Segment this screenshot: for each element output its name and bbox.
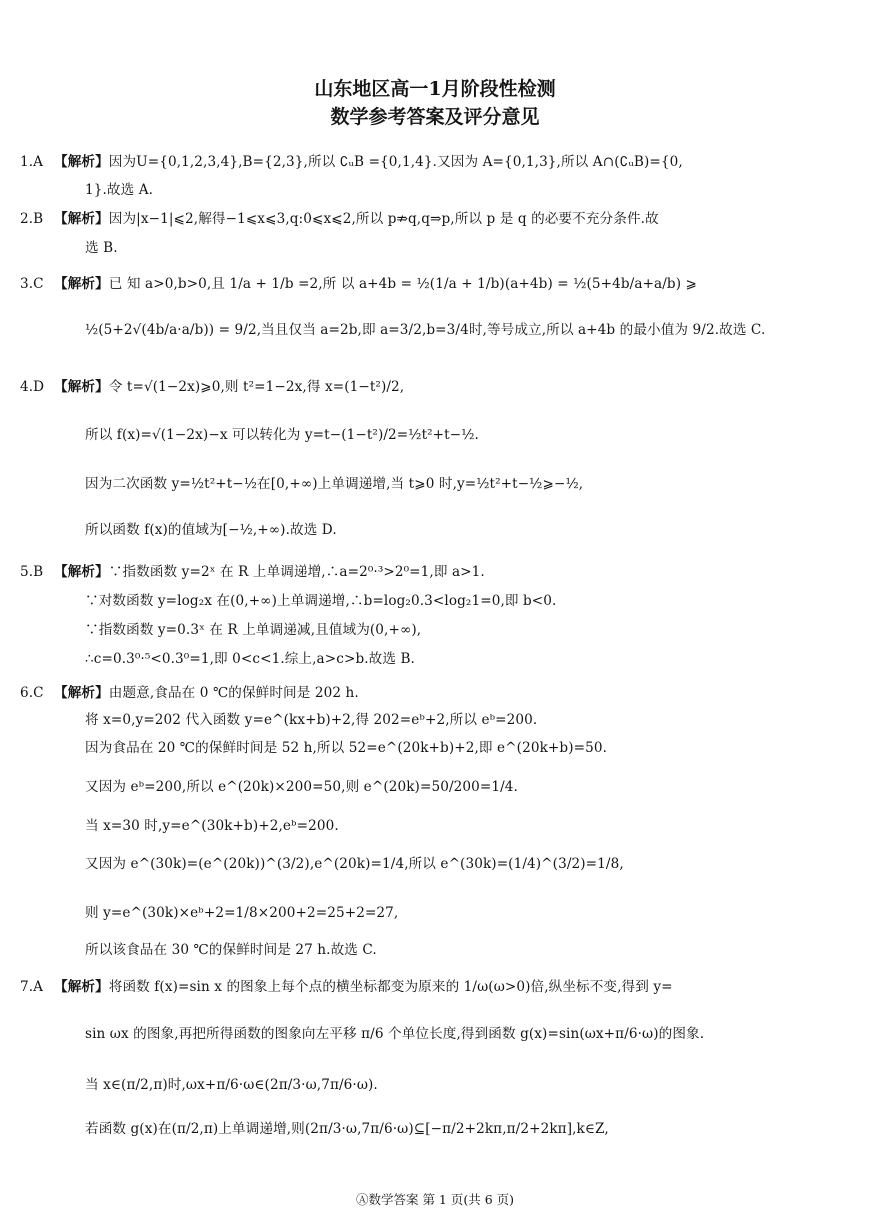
question-number: 5.B (20, 564, 44, 580)
solution-text: 因为U={0,1,2,3,4},B={2,3},所以 ∁ᵤB ={0,1,4}.又因为 A={0,1,3},所以 A∩(∁ᵤB)={0, (108, 154, 683, 170)
solution-text: 令 t=√(1−2x)⩾0,则 t²=1−2x,得 x=(1−t²)/2, (108, 379, 405, 395)
solution-line (85, 736, 607, 756)
solution-line (20, 375, 404, 395)
analysis-tag: 【解析】 (54, 979, 109, 995)
page-footer: Ⓐ数学答案 第 1 页(共 6 页) (355, 1192, 515, 1207)
solution-line (85, 647, 415, 667)
solution-line (20, 207, 659, 227)
solution-line (85, 1117, 609, 1137)
solution-line (20, 681, 359, 701)
solution-text: 则 y=e^(30k)×eᵇ+2=1/8×200+2=25+2=27, (85, 905, 399, 921)
solution-text: 所以函数 f(x)的值域为[−½,+∞).故选 D. (85, 522, 337, 538)
solution-line (20, 272, 697, 292)
solution-text: ∵对数函数 y=log₂x 在(0,+∞)上单调递增,∴b=log₂0.3<log₂1=0,即 b<0. (85, 593, 557, 609)
solution-line (20, 975, 673, 995)
question-number: 1.A (20, 154, 44, 170)
question-number: 4.D (20, 379, 45, 395)
solution-line (85, 1022, 704, 1042)
solution-text: 因为食品在 20 ℃的保鲜时间是 52 h,所以 52=e^(20k+b)+2,即 e^(20k+b)=50. (85, 740, 608, 756)
solution-text: 由题意,食品在 0 ℃的保鲜时间是 202 h. (108, 685, 359, 701)
solution-text: 1}.故选 A. (85, 182, 154, 198)
solution-line (20, 150, 683, 170)
analysis-tag: 【解析】 (54, 211, 109, 227)
question-number: 7.A (20, 979, 44, 995)
solution-line (85, 318, 765, 338)
solution-text: 当 x∈(π/2,π)时,ωx+π/6·ω∈(2π/3·ω,7π/6·ω). (85, 1077, 378, 1093)
analysis-tag: 【解析】 (54, 276, 109, 292)
analysis-tag: 【解析】 (54, 564, 109, 580)
page-subtitle: 数学参考答案及评分意见 (330, 106, 540, 128)
solution-line (85, 423, 479, 443)
solution-text: 选 B. (85, 240, 118, 256)
solution-line (85, 618, 421, 638)
solution-line (20, 560, 485, 580)
solution-line (85, 1073, 378, 1093)
solution-line (85, 901, 398, 921)
solution-text: 若函数 g(x)在(π/2,π)上单调递增,则(2π/3·ω,7π/6·ω)⊆[−π/2+2kπ,π/2+2kπ],k∈Z, (85, 1121, 609, 1137)
solution-text: 当 x=30 时,y=e^(30k+b)+2,eᵇ=200. (85, 818, 339, 834)
solution-text: 将函数 f(x)=sin x 的图象上每个点的横坐标都变为原来的 1/ω(ω>0)倍,纵坐标不变,得到 y= (108, 979, 673, 995)
analysis-tag: 【解析】 (54, 379, 109, 395)
solution-line (85, 472, 583, 492)
solution-line (85, 589, 556, 609)
solution-text: ∴c=0.3⁰·⁵<0.3⁰=1,即 0<c<1.综上,a>c>b.故选 B. (85, 651, 415, 667)
analysis-tag: 【解析】 (54, 154, 109, 170)
solution-line (85, 518, 337, 538)
solution-text: 已 知 a>0,b>0,且 1/a + 1/b =2,所 以 a+4b = ½(1/a + 1/b)(a+4b) = ½(5+4b/a+a/b) ⩾ (108, 276, 698, 292)
solution-text: 所以 f(x)=√(1−2x)−x 可以转化为 y=t−(1−t²)/2=½t²+t−½. (85, 427, 479, 443)
question-number: 2.B (20, 211, 44, 227)
solution-text: ½(5+2√(4b/a·a/b)) = 9/2,当且仅当 a=2b,即 a=3/2,b=3/4时,等号成立,所以 a+4b 的最小值为 9/2.故选 C. (85, 322, 766, 338)
solution-text: 所以该食品在 30 ℃的保鲜时间是 27 h.故选 C. (85, 942, 377, 958)
solution-line (85, 178, 153, 198)
solution-text: 又因为 e^(30k)=(e^(20k))^(3/2),e^(20k)=1/4,所以 e^(30k)=(1/4)^(3/2)=1/8, (85, 856, 624, 872)
solution-text: sin ωx 的图象,再把所得函数的图象向左平移 π/6 个单位长度,得到函数 g(x)=sin(ωx+π/6·ω)的图象. (85, 1026, 705, 1042)
solution-line (85, 938, 377, 958)
solution-line (85, 814, 339, 834)
solution-text: 又因为 eᵇ=200,所以 e^(20k)×200=50,则 e^(20k)=50/200=1/4. (85, 779, 518, 795)
analysis-tag: 【解析】 (54, 685, 109, 701)
solution-line (85, 236, 118, 256)
solution-text: 将 x=0,y=202 代入函数 y=e^(kx+b)+2,得 202=eᵇ+2,所以 eᵇ=200. (85, 712, 538, 728)
solution-text: ∵指数函数 y=2ˣ 在 R 上单调递增,∴a=2⁰·³>2⁰=1,即 a>1. (108, 564, 485, 580)
solution-text: ∵指数函数 y=0.3ˣ 在 R 上单调递减,且值域为(0,+∞), (85, 622, 422, 638)
question-number: 3.C (20, 276, 44, 292)
question-number: 6.C (20, 685, 44, 701)
page-title: 山东地区高一1月阶段性检测 (314, 78, 556, 100)
solution-text: 因为|x−1|⩽2,解得−1⩽x⩽3,q:0⩽x⩽2,所以 p⇏q,q⇒p,所以 p 是 q 的必要不充分条件.故 (108, 211, 659, 227)
solution-line (85, 708, 537, 728)
solution-text: 因为二次函数 y=½t²+t−½在[0,+∞)上单调递增,当 t⩾0 时,y=½t²+t−½⩾−½, (85, 476, 584, 492)
solution-line (85, 852, 624, 872)
solution-line (85, 775, 518, 795)
